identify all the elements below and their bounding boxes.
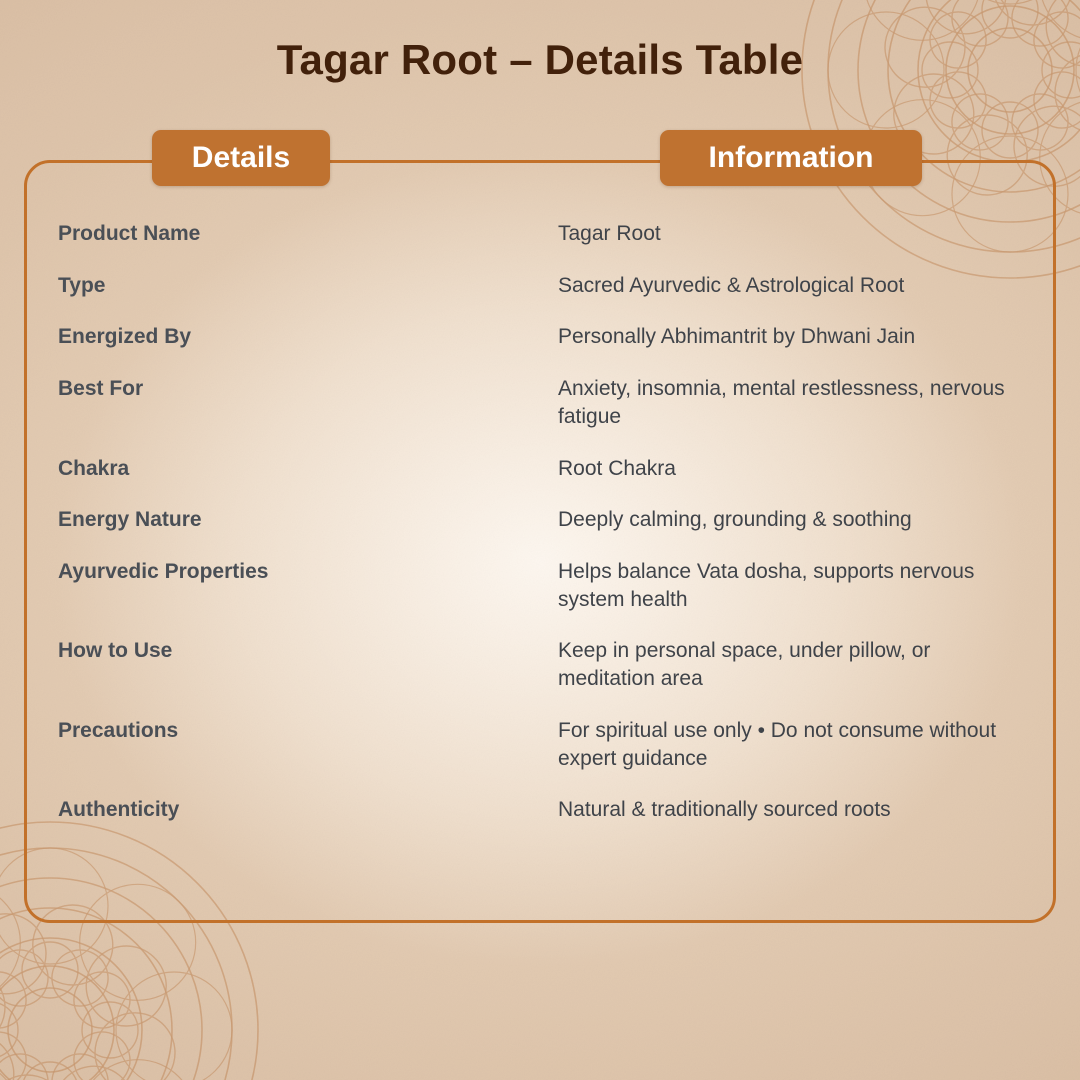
table-row	[58, 635, 1028, 692]
row-value: Helps balance Vata dosha, supports nervous system health	[558, 560, 975, 611]
column-header-information: Information	[660, 130, 922, 186]
table-row	[58, 556, 1028, 613]
row-label: How to Use	[58, 639, 173, 663]
row-value: Sacred Ayurvedic & Astrological Root	[558, 273, 905, 297]
row-label: Authenticity	[58, 798, 180, 822]
details-table-body	[58, 218, 1028, 846]
table-row	[58, 453, 1028, 483]
row-label: Best For	[58, 377, 144, 401]
table-row	[58, 270, 1028, 300]
table-row	[58, 373, 1028, 430]
row-label: Product Name	[58, 222, 201, 245]
row-label: Chakra	[58, 456, 130, 480]
row-value: Natural & traditionally sourced roots	[558, 798, 891, 822]
row-label: Type	[58, 273, 106, 297]
page-title: Tagar Root – Details Table	[276, 36, 804, 83]
table-row	[58, 504, 1028, 534]
row-value: For spiritual use only • Do not consume without expert guidance	[558, 718, 997, 770]
row-value: Deeply calming, grounding & soothing	[558, 508, 912, 532]
row-value: Anxiety, insomnia, mental restlessness, nervous fatigue	[558, 377, 1005, 428]
row-label: Ayurvedic Properties	[58, 560, 269, 584]
table-row	[58, 218, 1028, 248]
column-header-details: Details	[152, 130, 330, 186]
row-value: Personally Abhimantrit by Dhwani Jain	[558, 325, 916, 349]
row-value: Root Chakra	[558, 456, 676, 480]
row-label: Energized By	[58, 325, 192, 349]
table-row	[58, 794, 1028, 824]
row-value: Tagar Root	[558, 222, 661, 245]
row-label: Energy Nature	[58, 508, 202, 532]
row-value: Keep in personal space, under pillow, or meditation area	[558, 639, 931, 691]
row-label: Precautions	[58, 718, 179, 742]
table-row	[58, 715, 1028, 772]
table-row	[58, 321, 1028, 351]
